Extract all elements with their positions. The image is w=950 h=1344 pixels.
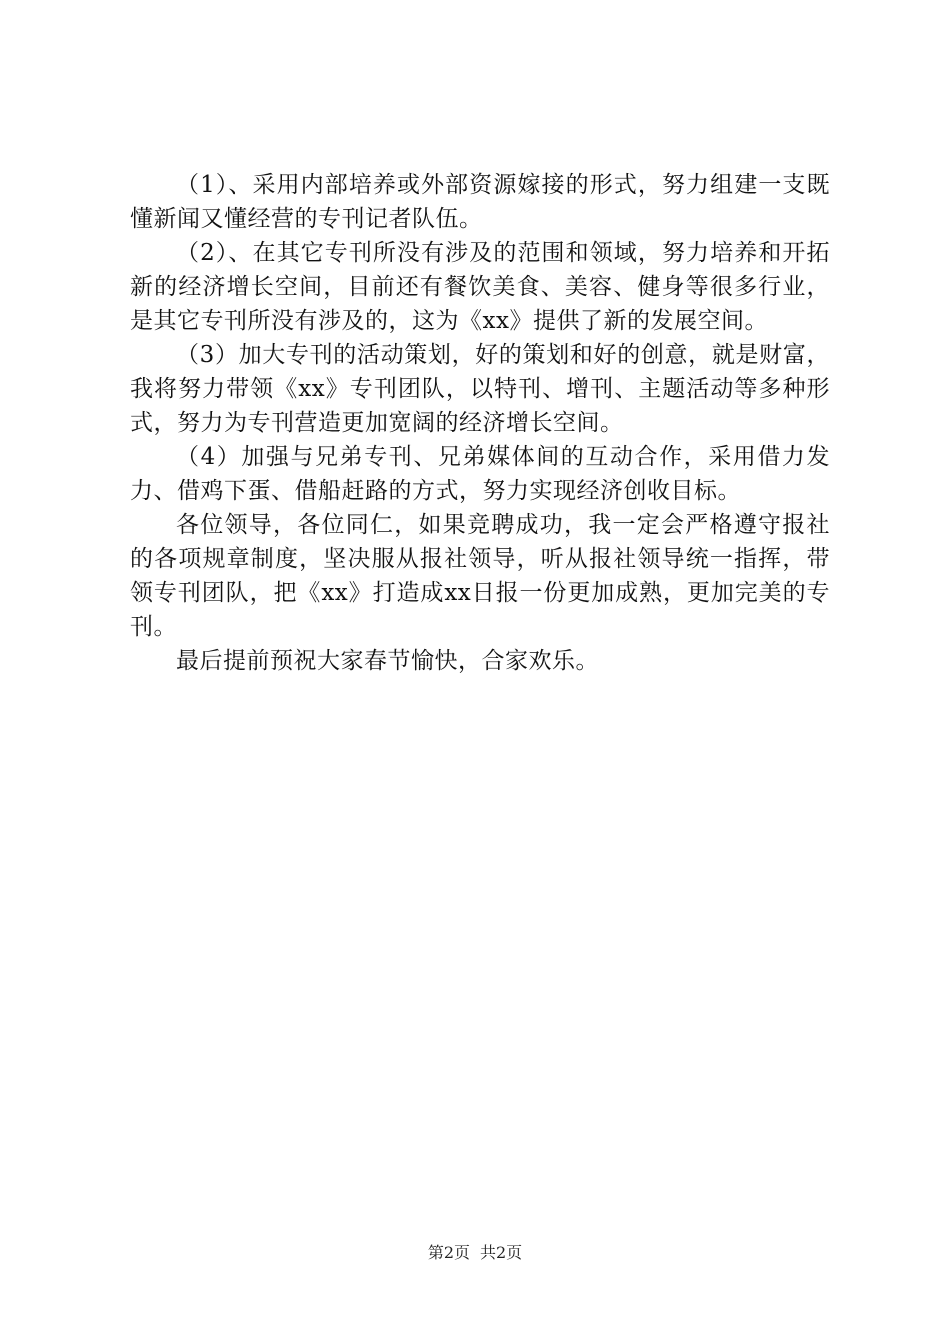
paragraph-3: （3）加大专刊的活动策划，好的策划和好的创意，就是财富，我将努力带领《xx》专刊团队，以特刊、增刊、主题活动等多种形式，努力为专刊营造更加宽阔的经济增长空间。 [130,342,830,436]
paragraph-2: （2）、在其它专刊所没有涉及的范围和领域，努力培养和开拓新的经济增长空间，目前还有餐饮美食、美容、健身等很多行业，是其它专刊所没有涉及的，这为《xx》提供了新的发展空间。 [130,240,830,334]
page-number-total: 共2页 [480,1243,523,1262]
document-body [130,168,830,678]
paragraph-6: 最后提前预祝大家春节愉快，合家欢乐。 [176,648,599,674]
page-footer [0,1243,950,1263]
page-number-current: 第2页 [427,1243,470,1262]
paragraph-5: 各位领导，各位同仁，如果竞聘成功，我一定会严格遵守报社的各项规章制度，坚决服从报社领导，听从报社领导统一指挥，带领专刊团队，把《xx》打造成xx日报一份更加成熟，更加完美的专刊。 [130,512,830,640]
paragraph-4: （4）加强与兄弟专刊、兄弟媒体间的互动合作，采用借力发力、借鸡下蛋、借船赶路的方式，努力实现经济创收目标。 [130,444,830,504]
paragraph-1: （1）、采用内部培养或外部资源嫁接的形式，努力组建一支既懂新闻又懂经营的专刊记者队伍。 [130,172,830,232]
